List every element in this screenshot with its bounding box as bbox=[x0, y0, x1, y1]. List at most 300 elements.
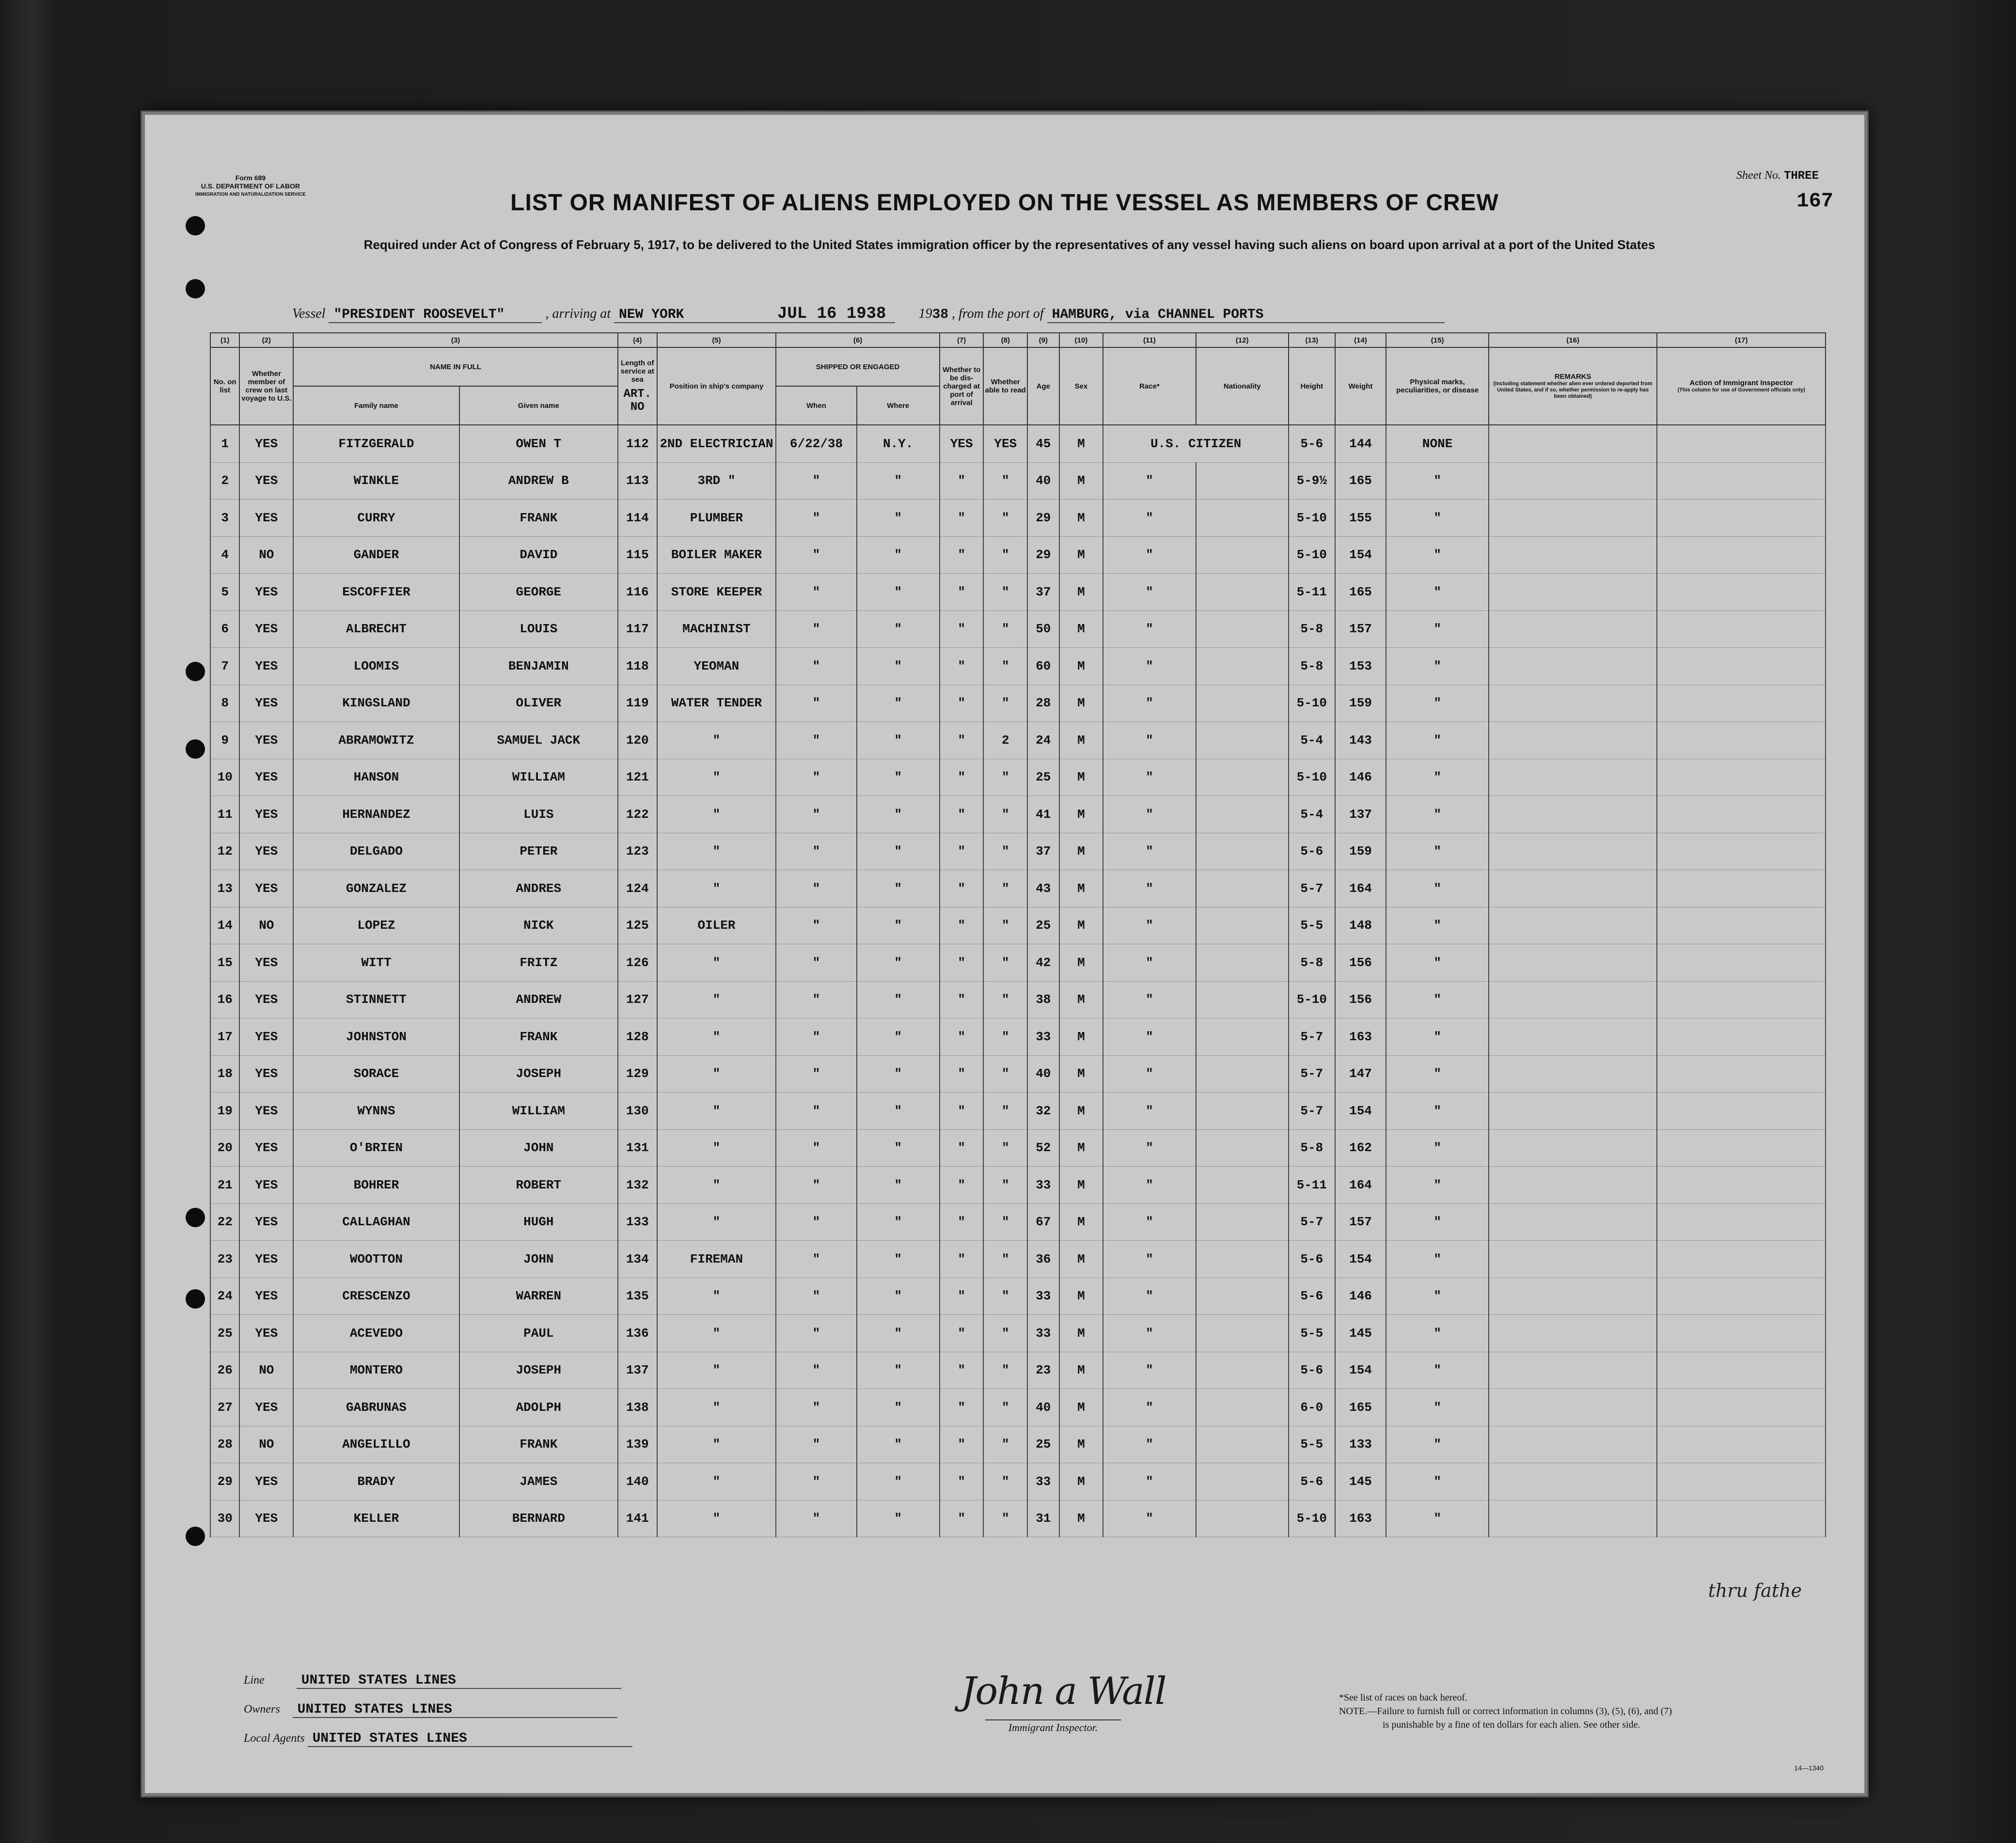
family-name: KELLER bbox=[293, 1500, 459, 1537]
age: 37 bbox=[1027, 574, 1059, 611]
remarks bbox=[1489, 981, 1657, 1018]
able-to-read: " bbox=[983, 944, 1027, 982]
race: " bbox=[1103, 1500, 1196, 1537]
height: 5-6 bbox=[1289, 833, 1335, 870]
weight: 165 bbox=[1335, 462, 1386, 500]
row-number: 11 bbox=[210, 796, 239, 833]
given-name: PETER bbox=[459, 833, 618, 870]
discharged: " bbox=[940, 1500, 984, 1537]
height: 5-10 bbox=[1289, 759, 1335, 796]
able-to-read: " bbox=[983, 870, 1027, 907]
nationality bbox=[1196, 1315, 1289, 1352]
physical-marks: " bbox=[1386, 1018, 1489, 1056]
given-name: WILLIAM bbox=[459, 1093, 618, 1130]
shipped-when: " bbox=[776, 944, 856, 982]
given-name: SAMUEL JACK bbox=[459, 722, 618, 759]
date-stamp: JUL 16 1938 bbox=[777, 305, 886, 323]
able-to-read: " bbox=[983, 1315, 1027, 1352]
discharged: " bbox=[940, 1463, 984, 1500]
family-name: STINNETT bbox=[293, 981, 459, 1018]
table-row bbox=[210, 1463, 1826, 1500]
footer-agents bbox=[244, 1731, 632, 1747]
age: 52 bbox=[1027, 1129, 1059, 1167]
weight: 156 bbox=[1335, 944, 1386, 982]
table-row bbox=[210, 610, 1826, 648]
nationality bbox=[1196, 1426, 1289, 1463]
given-name: WILLIAM bbox=[459, 759, 618, 796]
form-code: 14—1340 bbox=[1794, 1764, 1824, 1772]
header-length-text: Length of service at sea bbox=[620, 359, 654, 384]
family-name: ANGELILLO bbox=[293, 1426, 459, 1463]
given-name: ADOLPH bbox=[459, 1389, 618, 1426]
header-remarks-note: (Including statement whether alien ever ordered deported from United States, and if so, whether permission to re-apply has been obtained) bbox=[1493, 381, 1653, 399]
row-number: 5 bbox=[210, 574, 239, 611]
remarks bbox=[1489, 574, 1657, 611]
shipped-when: " bbox=[776, 1129, 856, 1167]
family-name: GONZALEZ bbox=[293, 870, 459, 907]
family-name: ALBRECHT bbox=[293, 610, 459, 648]
nationality bbox=[1196, 796, 1289, 833]
inspector-action bbox=[1657, 425, 1826, 462]
table-row bbox=[210, 574, 1826, 611]
row-number: 19 bbox=[210, 1093, 239, 1130]
physical-marks: " bbox=[1386, 648, 1489, 685]
crew-last-voyage: YES bbox=[239, 462, 293, 500]
weight: 165 bbox=[1335, 574, 1386, 611]
given-name: ROBERT bbox=[459, 1167, 618, 1204]
physical-marks: " bbox=[1386, 981, 1489, 1018]
footer-owners bbox=[244, 1702, 617, 1718]
height: 5-4 bbox=[1289, 796, 1335, 833]
age: 33 bbox=[1027, 1167, 1059, 1204]
header-inspector-note: (This column for use of Government officials only) bbox=[1677, 387, 1805, 393]
crew-last-voyage: NO bbox=[239, 1352, 293, 1389]
physical-marks: " bbox=[1386, 759, 1489, 796]
nationality bbox=[1196, 1352, 1289, 1389]
owners-value: UNITED STATES LINES bbox=[293, 1702, 617, 1718]
position: 3RD " bbox=[657, 462, 776, 500]
header-position: Position in ship's company bbox=[657, 347, 776, 425]
physical-marks: " bbox=[1386, 722, 1489, 759]
physical-marks: " bbox=[1386, 796, 1489, 833]
nationality bbox=[1196, 536, 1289, 574]
table-row bbox=[210, 1315, 1826, 1352]
able-to-read: " bbox=[983, 1093, 1027, 1130]
race: " bbox=[1103, 944, 1196, 982]
manifest-sheet bbox=[141, 110, 1869, 1797]
position: STORE KEEPER bbox=[657, 574, 776, 611]
sex: M bbox=[1059, 425, 1103, 462]
table-row bbox=[210, 648, 1826, 685]
family-name: HERNANDEZ bbox=[293, 796, 459, 833]
header-when: When bbox=[776, 386, 856, 425]
age: 38 bbox=[1027, 981, 1059, 1018]
art-no: 116 bbox=[618, 574, 657, 611]
remarks bbox=[1489, 1203, 1657, 1241]
row-number: 29 bbox=[210, 1463, 239, 1500]
arriving-label: , arriving at bbox=[545, 306, 611, 321]
races-note: *See list of races on back hereof. bbox=[1339, 1692, 1467, 1703]
position: " bbox=[657, 1093, 776, 1130]
art-no: 117 bbox=[618, 610, 657, 648]
height: 5-5 bbox=[1289, 1315, 1335, 1352]
discharged: " bbox=[940, 1352, 984, 1389]
remarks bbox=[1489, 1463, 1657, 1500]
position: WATER TENDER bbox=[657, 685, 776, 722]
shipped-where: " bbox=[857, 1167, 940, 1204]
shipped-when: " bbox=[776, 648, 856, 685]
col-num: (2) bbox=[239, 333, 293, 347]
shipped-where: " bbox=[857, 685, 940, 722]
inspector-action bbox=[1657, 796, 1826, 833]
given-name: OWEN T bbox=[459, 425, 618, 462]
weight: 163 bbox=[1335, 1018, 1386, 1056]
crew-last-voyage: YES bbox=[239, 944, 293, 982]
shipped-where: " bbox=[857, 796, 940, 833]
inspector-action bbox=[1657, 1018, 1826, 1056]
physical-marks: " bbox=[1386, 685, 1489, 722]
height: 5-10 bbox=[1289, 981, 1335, 1018]
height: 5-11 bbox=[1289, 1167, 1335, 1204]
table-row bbox=[210, 833, 1826, 870]
age: 60 bbox=[1027, 648, 1059, 685]
crew-last-voyage: YES bbox=[239, 722, 293, 759]
discharged: " bbox=[940, 1389, 984, 1426]
art-no: 128 bbox=[618, 1018, 657, 1056]
header-age: Age bbox=[1027, 347, 1059, 425]
sex: M bbox=[1059, 1018, 1103, 1056]
position: " bbox=[657, 1129, 776, 1167]
table-row bbox=[210, 870, 1826, 907]
sex: M bbox=[1059, 536, 1103, 574]
position: " bbox=[657, 1278, 776, 1315]
sex: M bbox=[1059, 1352, 1103, 1389]
weight: 157 bbox=[1335, 610, 1386, 648]
header-inspector-action bbox=[1657, 347, 1826, 425]
remarks bbox=[1489, 536, 1657, 574]
height: 5-7 bbox=[1289, 1055, 1335, 1093]
shipped-where: " bbox=[857, 944, 940, 982]
race: " bbox=[1103, 1278, 1196, 1315]
shipped-when: 6/22/38 bbox=[776, 425, 856, 462]
age: 50 bbox=[1027, 610, 1059, 648]
position: OILER bbox=[657, 907, 776, 944]
given-name: GEORGE bbox=[459, 574, 618, 611]
given-name: ANDRES bbox=[459, 870, 618, 907]
nationality bbox=[1196, 907, 1289, 944]
header-length-of-service bbox=[618, 347, 657, 425]
position: " bbox=[657, 1055, 776, 1093]
race: " bbox=[1103, 462, 1196, 500]
art-no: 114 bbox=[618, 500, 657, 537]
weight: 163 bbox=[1335, 1500, 1386, 1537]
art-no: 137 bbox=[618, 1352, 657, 1389]
row-number: 1 bbox=[210, 425, 239, 462]
able-to-read: " bbox=[983, 1426, 1027, 1463]
inspector-action bbox=[1657, 1129, 1826, 1167]
position: " bbox=[657, 1167, 776, 1204]
weight: 148 bbox=[1335, 907, 1386, 944]
remarks bbox=[1489, 462, 1657, 500]
crew-last-voyage: YES bbox=[239, 1093, 293, 1130]
shipped-when: " bbox=[776, 500, 856, 537]
art-no: 132 bbox=[618, 1167, 657, 1204]
physical-marks: " bbox=[1386, 1463, 1489, 1500]
able-to-read: " bbox=[983, 685, 1027, 722]
inspector-action bbox=[1657, 981, 1826, 1018]
weight: 153 bbox=[1335, 648, 1386, 685]
remarks bbox=[1489, 1241, 1657, 1278]
table-row bbox=[210, 1241, 1826, 1278]
shipped-when: " bbox=[776, 574, 856, 611]
nationality bbox=[1196, 500, 1289, 537]
table-row bbox=[210, 1278, 1826, 1315]
shipped-when: " bbox=[776, 833, 856, 870]
shipped-when: " bbox=[776, 1500, 856, 1537]
punch-hole bbox=[186, 216, 205, 235]
art-no: 140 bbox=[618, 1463, 657, 1500]
crew-last-voyage: YES bbox=[239, 870, 293, 907]
punch-hole bbox=[186, 662, 205, 681]
physical-marks: NONE bbox=[1386, 425, 1489, 462]
physical-marks: " bbox=[1386, 1203, 1489, 1241]
sex: M bbox=[1059, 907, 1103, 944]
height: 5-8 bbox=[1289, 610, 1335, 648]
weight: 133 bbox=[1335, 1426, 1386, 1463]
age: 41 bbox=[1027, 796, 1059, 833]
discharged: " bbox=[940, 722, 984, 759]
discharged: " bbox=[940, 648, 984, 685]
family-name: WINKLE bbox=[293, 462, 459, 500]
art-no: 131 bbox=[618, 1129, 657, 1167]
able-to-read: " bbox=[983, 1352, 1027, 1389]
art-no: 120 bbox=[618, 722, 657, 759]
position: " bbox=[657, 1203, 776, 1241]
discharged: " bbox=[940, 1278, 984, 1315]
header-where: Where bbox=[857, 386, 940, 425]
shipped-when: " bbox=[776, 1315, 856, 1352]
race: " bbox=[1103, 722, 1196, 759]
art-no: 139 bbox=[618, 1426, 657, 1463]
inspector-action bbox=[1657, 1463, 1826, 1500]
given-name: DAVID bbox=[459, 536, 618, 574]
art-no: 127 bbox=[618, 981, 657, 1018]
weight: 154 bbox=[1335, 1352, 1386, 1389]
sex: M bbox=[1059, 462, 1103, 500]
col-num: (17) bbox=[1657, 333, 1826, 347]
remarks bbox=[1489, 610, 1657, 648]
shipped-when: " bbox=[776, 981, 856, 1018]
nationality bbox=[1196, 944, 1289, 982]
shipped-where: " bbox=[857, 536, 940, 574]
age: 32 bbox=[1027, 1093, 1059, 1130]
given-name: HUGH bbox=[459, 1203, 618, 1241]
from-port: HAMBURG, via CHANNEL PORTS bbox=[1047, 307, 1445, 323]
art-no: 123 bbox=[618, 833, 657, 870]
height: 5-8 bbox=[1289, 648, 1335, 685]
race: " bbox=[1103, 610, 1196, 648]
family-name: JOHNSTON bbox=[293, 1018, 459, 1056]
given-name: FRANK bbox=[459, 1426, 618, 1463]
header-name-in-full: NAME IN FULL bbox=[293, 347, 618, 386]
height: 5-8 bbox=[1289, 1129, 1335, 1167]
age: 43 bbox=[1027, 870, 1059, 907]
header-discharged: Whether to be dis-charged at port of arrival bbox=[940, 347, 984, 425]
table-row bbox=[210, 1093, 1826, 1130]
sex: M bbox=[1059, 1203, 1103, 1241]
shipped-where: " bbox=[857, 981, 940, 1018]
discharged: " bbox=[940, 981, 984, 1018]
penalty-note-cont: is punishable by a fine of ten dollars for each alien. See other side. bbox=[1383, 1719, 1640, 1730]
weight: 164 bbox=[1335, 1167, 1386, 1204]
year-prefix: 19 bbox=[918, 306, 932, 321]
sheet-label: Sheet No. bbox=[1736, 169, 1781, 182]
nationality bbox=[1196, 1167, 1289, 1204]
family-name: BRADY bbox=[293, 1463, 459, 1500]
weight: 155 bbox=[1335, 500, 1386, 537]
remarks bbox=[1489, 1315, 1657, 1352]
punch-hole bbox=[186, 1527, 205, 1546]
physical-marks: " bbox=[1386, 833, 1489, 870]
able-to-read: " bbox=[983, 610, 1027, 648]
race: " bbox=[1103, 833, 1196, 870]
sex: M bbox=[1059, 648, 1103, 685]
position: " bbox=[657, 1018, 776, 1056]
header-remarks-title: REMARKS bbox=[1554, 373, 1591, 381]
discharged: " bbox=[940, 1093, 984, 1130]
row-number: 13 bbox=[210, 870, 239, 907]
weight: 156 bbox=[1335, 981, 1386, 1018]
crew-last-voyage: YES bbox=[239, 685, 293, 722]
remarks bbox=[1489, 1352, 1657, 1389]
shipped-where: " bbox=[857, 1463, 940, 1500]
shipped-where: " bbox=[857, 1426, 940, 1463]
shipped-where: " bbox=[857, 1018, 940, 1056]
position: " bbox=[657, 1315, 776, 1352]
discharged: " bbox=[940, 574, 984, 611]
height: 5-6 bbox=[1289, 1278, 1335, 1315]
header-nationality: Nationality bbox=[1196, 347, 1289, 425]
physical-marks: " bbox=[1386, 1278, 1489, 1315]
weight: 159 bbox=[1335, 833, 1386, 870]
sex: M bbox=[1059, 1093, 1103, 1130]
discharged: " bbox=[940, 536, 984, 574]
shipped-when: " bbox=[776, 1278, 856, 1315]
given-name: JOHN bbox=[459, 1129, 618, 1167]
shipped-when: " bbox=[776, 610, 856, 648]
height: 5-8 bbox=[1289, 944, 1335, 982]
physical-marks: " bbox=[1386, 574, 1489, 611]
sex: M bbox=[1059, 500, 1103, 537]
discharged: " bbox=[940, 944, 984, 982]
inspector-action bbox=[1657, 1315, 1826, 1352]
header-race: Race* bbox=[1103, 347, 1196, 425]
table-row bbox=[210, 1500, 1826, 1537]
able-to-read: " bbox=[983, 981, 1027, 1018]
family-name: WYNNS bbox=[293, 1093, 459, 1130]
remarks bbox=[1489, 759, 1657, 796]
inspector-action bbox=[1657, 1093, 1826, 1130]
position: " bbox=[657, 870, 776, 907]
given-name: ANDREW B bbox=[459, 462, 618, 500]
nationality bbox=[1196, 1500, 1289, 1537]
table-row bbox=[210, 1167, 1826, 1204]
family-name: KINGSLAND bbox=[293, 685, 459, 722]
discharged: " bbox=[940, 833, 984, 870]
remarks bbox=[1489, 500, 1657, 537]
sex: M bbox=[1059, 796, 1103, 833]
row-number: 6 bbox=[210, 610, 239, 648]
header-able-to-read: Whether able to read bbox=[983, 347, 1027, 425]
physical-marks: " bbox=[1386, 536, 1489, 574]
row-number: 18 bbox=[210, 1055, 239, 1093]
able-to-read: " bbox=[983, 1241, 1027, 1278]
sex: M bbox=[1059, 1315, 1103, 1352]
shipped-when: " bbox=[776, 796, 856, 833]
shipped-when: " bbox=[776, 1203, 856, 1241]
inspector-action bbox=[1657, 944, 1826, 982]
nationality bbox=[1196, 722, 1289, 759]
inspector-action bbox=[1657, 1167, 1826, 1204]
able-to-read: " bbox=[983, 907, 1027, 944]
race: " bbox=[1103, 796, 1196, 833]
page-title: LIST OR MANIFEST OF ALIENS EMPLOYED ON THE VESSEL AS MEMBERS OF CREW bbox=[510, 190, 1499, 216]
punch-hole bbox=[186, 279, 205, 298]
weight: 146 bbox=[1335, 1278, 1386, 1315]
agents-value: UNITED STATES LINES bbox=[308, 1731, 632, 1747]
age: 24 bbox=[1027, 722, 1059, 759]
family-name: ABRAMOWITZ bbox=[293, 722, 459, 759]
height: 5-11 bbox=[1289, 574, 1335, 611]
able-to-read: " bbox=[983, 833, 1027, 870]
row-number: 3 bbox=[210, 500, 239, 537]
sex: M bbox=[1059, 944, 1103, 982]
nationality bbox=[1196, 1463, 1289, 1500]
art-no: 112 bbox=[618, 425, 657, 462]
crew-last-voyage: YES bbox=[239, 1500, 293, 1537]
nationality bbox=[1196, 574, 1289, 611]
shipped-when: " bbox=[776, 1018, 856, 1056]
row-number: 14 bbox=[210, 907, 239, 944]
family-name: GABRUNAS bbox=[293, 1389, 459, 1426]
age: 45 bbox=[1027, 425, 1059, 462]
inspector-action bbox=[1657, 1352, 1826, 1389]
race: " bbox=[1103, 500, 1196, 537]
nationality bbox=[1196, 1129, 1289, 1167]
line-label: Line bbox=[244, 1674, 265, 1687]
inspector-action bbox=[1657, 907, 1826, 944]
row-number: 9 bbox=[210, 722, 239, 759]
race: " bbox=[1103, 1203, 1196, 1241]
art-no: 138 bbox=[618, 1389, 657, 1426]
shipped-when: " bbox=[776, 722, 856, 759]
row-number: 26 bbox=[210, 1352, 239, 1389]
height: 5-5 bbox=[1289, 907, 1335, 944]
nationality bbox=[1196, 610, 1289, 648]
position: " bbox=[657, 1426, 776, 1463]
shipped-where: " bbox=[857, 722, 940, 759]
header-family-name: Family name bbox=[293, 386, 459, 425]
weight: 154 bbox=[1335, 1241, 1386, 1278]
margin-note: thru fathe bbox=[1708, 1580, 1802, 1601]
able-to-read: " bbox=[983, 1055, 1027, 1093]
col-num: (13) bbox=[1289, 333, 1335, 347]
able-to-read: " bbox=[983, 1129, 1027, 1167]
shipped-when: " bbox=[776, 1167, 856, 1204]
row-number: 4 bbox=[210, 536, 239, 574]
col-num: (5) bbox=[657, 333, 776, 347]
remarks bbox=[1489, 1018, 1657, 1056]
